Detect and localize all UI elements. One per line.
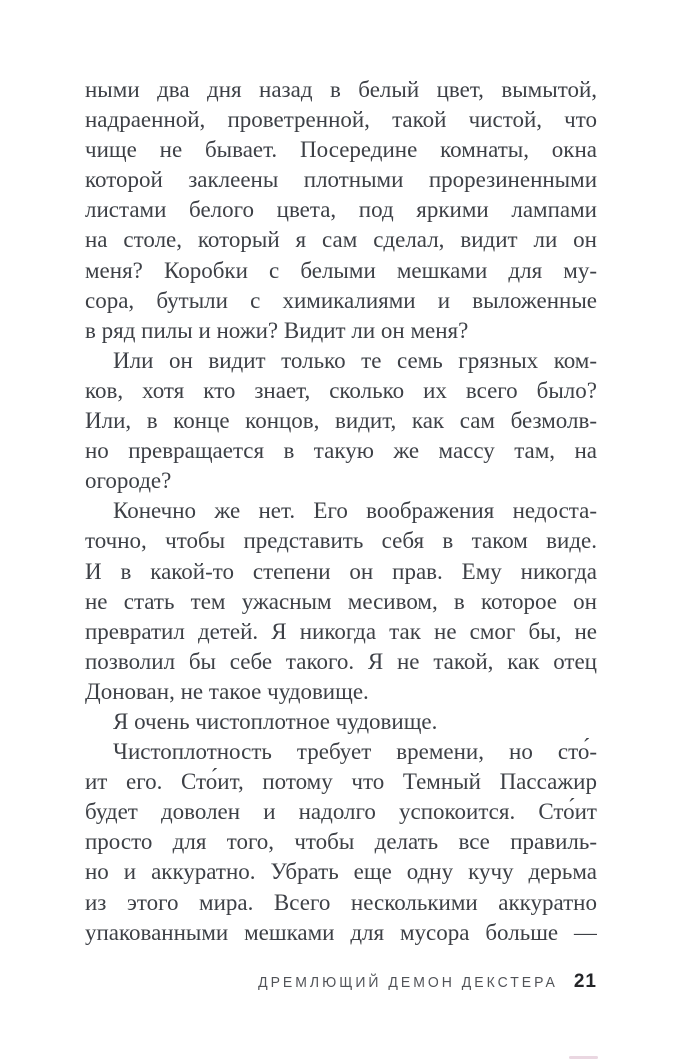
text-line: позволил бы себе такого. Я не такой, как отец bbox=[85, 648, 597, 674]
text-line: будет доволен и надолго успокоится. Сто́ит bbox=[85, 799, 597, 825]
text-line: надраенной, проветренной, такой чистой, что bbox=[85, 107, 597, 133]
text-line: Конечно же нет. Его воображения недоста- bbox=[113, 498, 597, 524]
text-line: сора, бутыли с химикалиями и выложенные bbox=[85, 287, 597, 313]
text-line: в ряд пилы и ножи? Видит ли он меня? bbox=[85, 317, 469, 343]
paragraph bbox=[85, 346, 597, 496]
page-footer bbox=[258, 971, 597, 993]
paragraph bbox=[85, 496, 597, 707]
paragraph bbox=[85, 75, 597, 346]
text-line: листами белого цвета, под яркими лампами bbox=[85, 197, 597, 223]
text-line: меня? Коробки с белыми мешками для му- bbox=[85, 257, 597, 283]
running-title: ДРЕМЛЮЩИЙ ДЕМОН ДЕКСТЕРА bbox=[258, 972, 558, 990]
text-line: Донован, не такое чудовище. bbox=[85, 678, 369, 704]
paragraph bbox=[85, 737, 597, 948]
text-line: на столе, который я сам сделал, видит ли он bbox=[85, 227, 597, 253]
text-line: просто для того, чтобы делать все правиль- bbox=[85, 829, 597, 855]
text-line: И в какой-то степени он прав. Ему никогда bbox=[85, 558, 597, 584]
text-line: огороде? bbox=[85, 468, 172, 494]
text-line: ит его. Сто́ит, потому что Темный Пассажир bbox=[85, 769, 597, 795]
text-line: Или, в конце концов, видит, как сам безмолв- bbox=[85, 408, 597, 434]
text-line: точно, чтобы представить себя в таком виде. bbox=[85, 528, 597, 554]
text-line: Чистоплотность требует времени, но сто́- bbox=[113, 739, 597, 765]
text-line: Или он видит только те семь грязных ком- bbox=[113, 347, 597, 373]
text-line: ными два дня назад в белый цвет, вымытой, bbox=[85, 77, 597, 102]
page-edge-artifact bbox=[569, 1056, 598, 1059]
text-line: но и аккуратно. Убрать еще одну кучу дерьма bbox=[85, 859, 597, 885]
text-line: но превращается в такую же массу там, на bbox=[85, 438, 597, 464]
text-line: превратил детей. Я никогда так не смог бы, не bbox=[85, 618, 597, 644]
text-line: упакованными мешками для мусора больше — bbox=[85, 919, 597, 945]
text-line: которой заклеены плотными прорезиненными bbox=[85, 167, 597, 193]
text-line: Я очень чистоплотное чудовище. bbox=[113, 708, 438, 734]
paragraph bbox=[85, 707, 597, 737]
text-line: чище не бывает. Посередине комнаты, окна bbox=[85, 137, 597, 163]
text-line: ков, хотя кто знает, сколько их всего было? bbox=[85, 377, 597, 403]
text-line: не стать тем ужасным месивом, в которое он bbox=[85, 588, 597, 614]
page-number: 21 bbox=[573, 971, 597, 992]
text-line: из этого мира. Всего несколькими аккуратно bbox=[85, 889, 597, 915]
page-text bbox=[85, 75, 597, 948]
